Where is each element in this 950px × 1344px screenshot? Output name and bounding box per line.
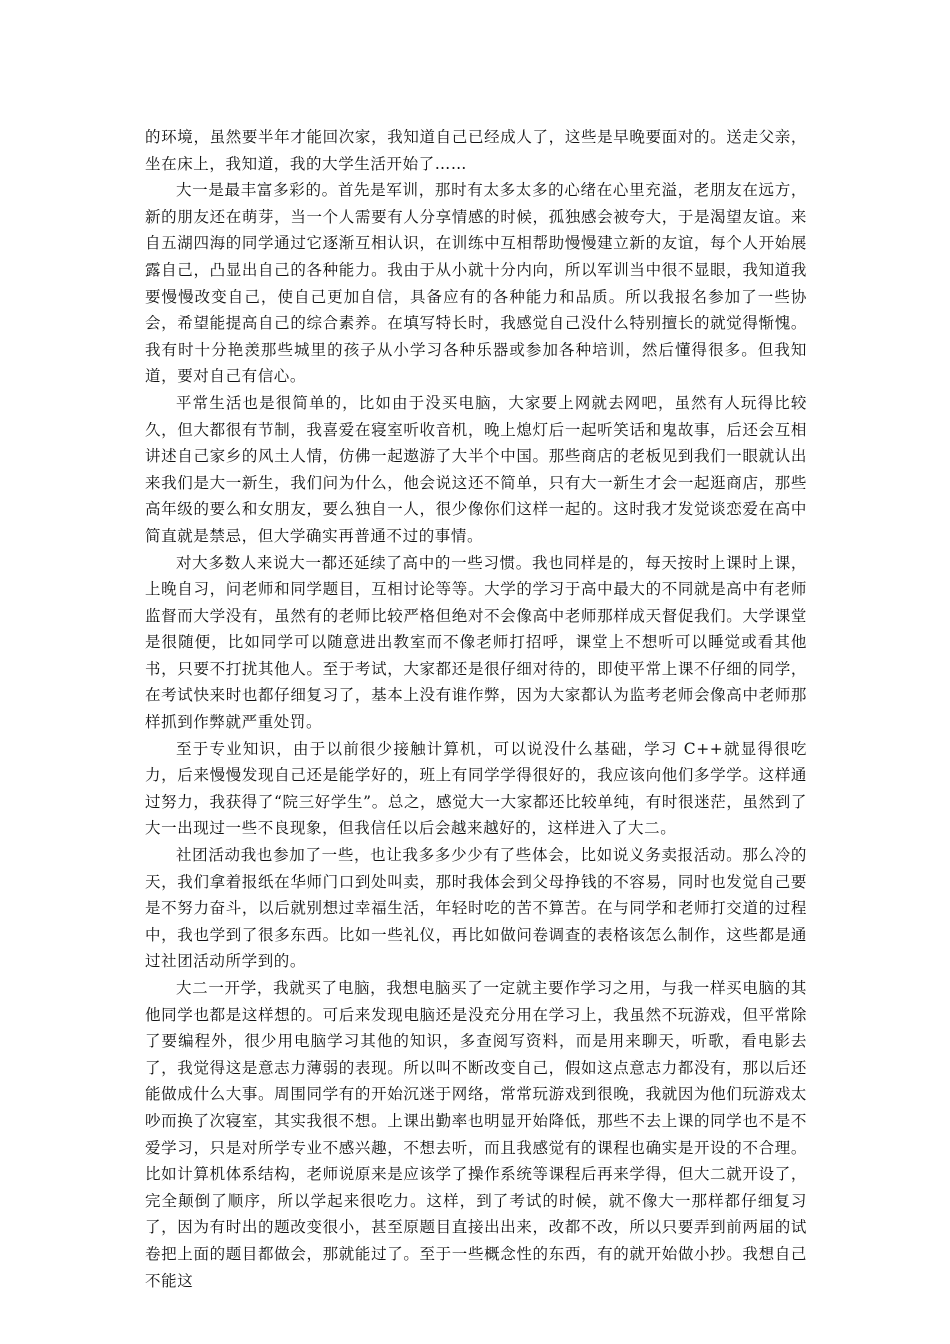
paragraph-6: 社团活动我也参加了一些，也让我多多少少有了些体会，比如说义务卖报活动。那么冷的天，我们拿着报纸在华师门口到处叫卖，那时我体会到父母挣钱的不容易，同时也发觉自己要是不努力奋斗，以后就别想过幸福生活，年轻时吃的苦不算苦。在与同学和老师打交道的过程中，我也学到了很多东西。比如一些礼仪，再比如做问卷调查的表格该怎么制作，这些都是通过社团活动所学到的。 xyxy=(145,846,807,971)
paragraph-5: 至于专业知识，由于以前很少接触计算机，可以说没什么基础，学习 C++就显得很吃力，后来慢慢发现自己还是能学好的，班上有同学学得很好的，我应该向他们多学学。这样通过努力，我获得了“院三好学生”。总之，感觉大一大家都还比较单纯，有时很迷茫，虽然到了大一出现过一些不良现象，但我信任以后会越来越好的，这样进入了大二。 xyxy=(145,739,807,838)
paragraph-3: 平常生活也是很简单的，比如由于没买电脑，大家要上网就去网吧，虽然有人玩得比较久，但大都很有节制，我喜爱在寝室听收音机，晚上熄灯后一起听笑话和鬼故事，后还会互相讲述自己家乡的风土人情，仿佛一起遨游了大半个中国。那些商店的老板见到我们一眼就认出来我们是大一新生，我们问为什么，他会说这还不简单，只有大一新生才会一起逛商店，那些高年级的要么和女朋友，要么独自一人，很少像你们这样一起的。这时我才发觉谈恋爱在高中简直就是禁忌，但大学确实再普通不过的事情。 xyxy=(145,393,807,545)
paragraph-4: 对大多数人来说大一都还延续了高中的一些习惯。我也同样是的，每天按时上课时上课，上晚自习，问老师和同学题目，互相讨论等等。大学的学习于高中最大的不同就是高中有老师监督而大学没有，虽然有的老师比较严格但绝对不会像高中老师那样成天督促我们。大学课堂是很随便，比如同学可以随意进出教室而不像老师打招呼，课堂上不想听可以睡觉或看其他书，只要不打扰其他人。至于考试，大家都还是很仔细对待的，即使平常上课不仔细的同学，在考试快来时也都仔细复习了，基本上没有谁作弊，因为大家都认为监考老师会像高中老师那样抓到作弊就严重处罚。 xyxy=(145,553,807,732)
paragraph-7: 大二一开学，我就买了电脑，我想电脑买了一定就主要作学习之用，与我一样买电脑的其他同学也都是这样想的。可后来发现电脑还是没充分用在学习上，我虽然不玩游戏，但平常除了要编程外，很少用电脑学习其他的知识，多查阅写资料，而是用来聊天，听歌，看电影去了，我觉得这是意志力薄弱的表现。所以叫不断改变自己，假如这点意志力都没有，那以后还能做成什么大事。周围同学有的开始沉迷于网络，常常玩游戏到很晚，我就因为他们玩游戏太吵而换了次寝室，其实我很不想。上课出勤率也明显开始降低，那些不去上课的同学也不是不爱学习，只是对所学专业不感兴趣，不想去听，而且我感觉有的课程也确实是开设的不合理。比如计算机体系结构，老师说原来是应该学了操作系统等课程后再来学得，但大二就开设了，完全颠倒了顺序，所以学起来很吃力。这样，到了考试的时候，就不像大一那样都仔细复习了，因为有时出的题改变很小，甚至原题目直接出出来，改都不改，所以只要弄到前两届的试卷把上面的题目都做会，那就能过了。至于一些概念性的东西，有的就开始做小抄。我想自己不能这 xyxy=(145,979,807,1290)
document-body xyxy=(145,124,807,1294)
paragraph-2: 大一是最丰富多彩的。首先是军训，那时有太多太多的心绪在心里充溢，老朋友在远方，新的朋友还在萌芽，当一个人需要有人分享情感的时候，孤独感会被夸大，于是渴望友谊。来自五湖四海的同学通过它逐渐互相认识，在训练中互相帮助慢慢建立新的友谊，每个人开始展露自己，凸显出自己的各种能力。我由于从小就十分内向，所以军训当中很不显眼，我知道我要慢慢改变自己，使自己更加自信，具备应有的各种能力和品质。所以我报名参加了一些协会，希望能提高自己的综合素养。在填写特长时，我感觉自己没什么特别擅长的就觉得惭愧。我有时十分艳羡那些城里的孩子从小学习各种乐器或参加各种培训，然后懂得很多。但我知道，要对自己有信心。 xyxy=(145,181,807,386)
paragraph-1: 的环境，虽然要半年才能回次家，我知道自己已经成人了，这些是早晚要面对的。送走父亲，坐在床上，我知道，我的大学生活开始了…… xyxy=(145,128,807,173)
